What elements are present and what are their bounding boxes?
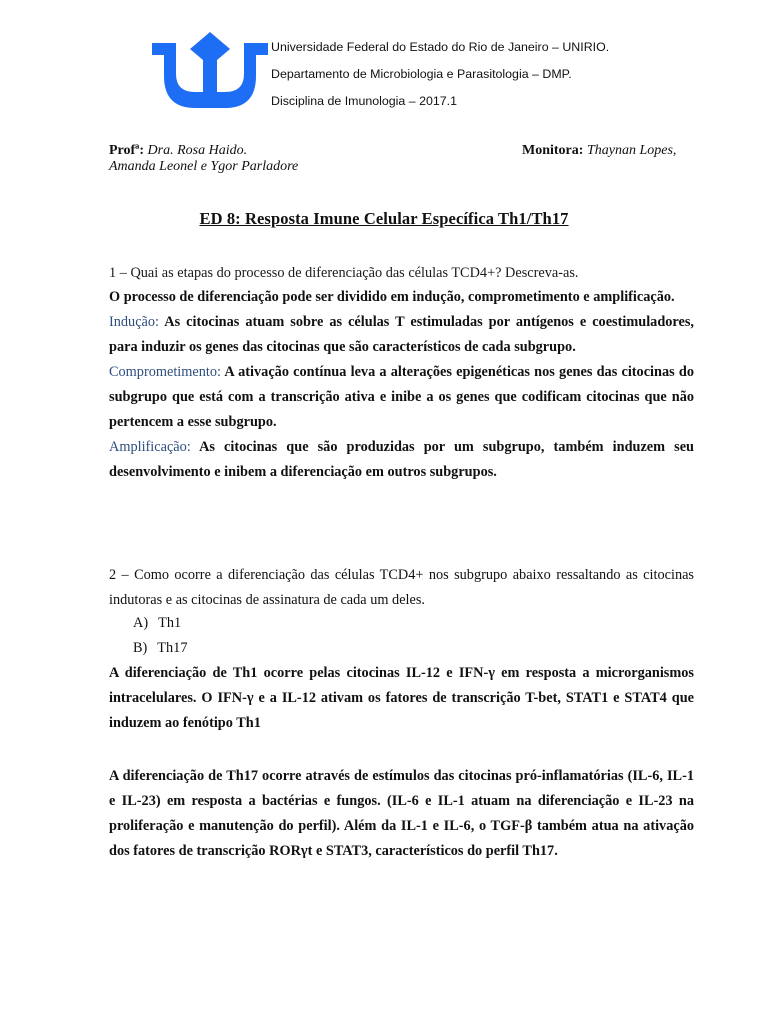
option-label: Th17: [157, 640, 188, 656]
unirio-logo: [148, 30, 273, 110]
question-1: 1 – Quai as etapas do processo de diferenciação das células TCD4+? Descreva-as.: [109, 265, 579, 281]
department-name: Departamento de Microbiologia e Parasitologia – DMP.: [271, 67, 572, 81]
monitor-info: [522, 143, 676, 159]
answer-1: [109, 285, 694, 485]
professor-info: [109, 143, 298, 175]
answer-th1: A diferenciação de Th1 ocorre pelas citocinas IL-12 e IFN-γ em resposta a microrganismos intracelulares. O IFN-γ e a IL-12 ativam os fatores de transcrição T-bet, STAT1 e STAT4 que induzem ao fenótipo Th1: [109, 665, 694, 731]
amplificacao-text: As citocinas que são produzidas por um subgrupo, também induzem seu desenvolvimento e inibem a diferenciação em outros subgrupos.: [109, 439, 694, 480]
option-label: Th1: [158, 615, 182, 631]
answer-1-amplificacao: [109, 435, 694, 485]
inducao-label: Indução:: [109, 314, 160, 330]
monitor-label: Monitora:: [522, 143, 584, 158]
answer-1-inducao: [109, 310, 694, 360]
option-marker: B): [133, 640, 148, 656]
prof-label: Profª:: [109, 143, 145, 158]
option-marker: A): [133, 615, 149, 631]
question-2-options: [133, 611, 187, 661]
option-b: [133, 636, 187, 661]
discipline-name: Disciplina de Imunologia – 2017.1: [271, 94, 457, 108]
monitor-name: Thaynan Lopes,: [583, 143, 677, 158]
answer-th17: A diferenciação de Th17 ocorre através de estímulos das citocinas pró-inflamatórias (IL-6, IL-1 e IL-23) em resposta a bactérias e fungos. (IL-6 e IL-1 atuam na diferenciação e IL-23 na proliferação e manutenção do perfil). Além da IL-1 e IL-6, o TGF-β também atua na ativação dos fatores de transcrição RORγt e STAT3, característicos do perfil Th17.: [109, 768, 694, 859]
answer-1-intro: O processo de diferenciação pode ser dividido em indução, comprometimento e amplificação.: [109, 289, 675, 305]
comprometimento-label: Comprometimento:: [109, 364, 221, 380]
comprometimento-text: A ativação contínua leva a alterações epigenéticas nos genes das citocinas do subgrupo que está com a transcrição ativa e inibe a os genes que codificam citocinas que não pertencem a esse subgrupo.: [109, 364, 694, 430]
page-title: ED 8: Resposta Imune Celular Específica Th1/Th17: [199, 209, 569, 228]
assistants-names: Amanda Leonel e Ygor Parladore: [109, 159, 299, 174]
institution-header: [271, 34, 609, 115]
amplificacao-label: Amplificação:: [109, 439, 191, 455]
prof-name: Dra. Rosa Haido.: [144, 143, 248, 158]
answer-1-comprometimento: [109, 360, 694, 435]
university-name: Universidade Federal do Estado do Rio de Janeiro – UNIRIO.: [271, 40, 610, 54]
inducao-text: As citocinas atuam sobre as células T estimuladas por antígenos e coestimuladores, para induzir os genes das citocinas que são característicos de cada subgrupo.: [109, 314, 694, 355]
option-a: [133, 611, 187, 636]
question-2: 2 – Como ocorre a diferenciação das células TCD4+ nos subgrupo abaixo ressaltando as citocinas indutoras e as citocinas de assinatura de cada um deles.: [109, 567, 694, 608]
